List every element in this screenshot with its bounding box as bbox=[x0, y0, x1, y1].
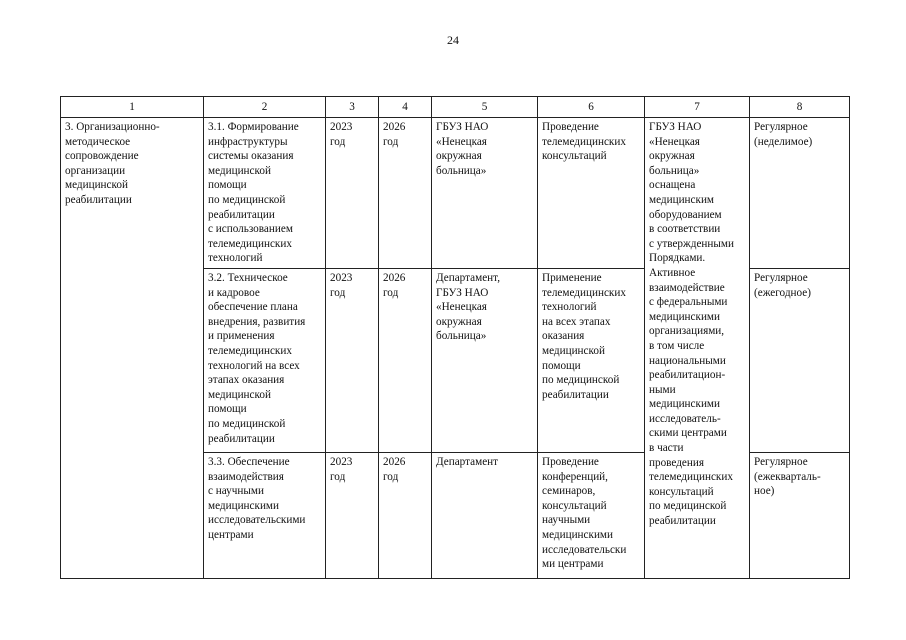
rehabilitation-plan-table bbox=[60, 96, 850, 579]
measure-cell: 3.1. Формирование инфраструктуры системы оказания медицинской помощи по медицинской реабилитации с использованием телемедицинских технологий bbox=[204, 118, 326, 269]
start-year-cell: 2023 год bbox=[326, 269, 379, 453]
start-year-cell: 2023 год bbox=[326, 118, 379, 269]
frequency-cell: Регулярное (ежекварталь- ное) bbox=[750, 453, 850, 579]
frequency-cell: Регулярное (ежегодное) bbox=[750, 269, 850, 453]
activity-cell: Проведение телемедицинских консультаций bbox=[538, 118, 645, 269]
responsible-cell: ГБУЗ НАО «Ненецкая окружная больница» bbox=[432, 118, 538, 269]
column-header-3: 3 bbox=[326, 97, 379, 118]
start-year-cell: 2023 год bbox=[326, 453, 379, 579]
activity-cell: Применение телемедицинских технологий на всех этапах оказания медицинской помощи по медицинской реабилитации bbox=[538, 269, 645, 453]
column-header-1: 1 bbox=[61, 97, 204, 118]
measure-cell: 3.2. Техническое и кадровое обеспечение плана внедрения, развития и применения телемедицинских технологий на всех этапах оказания медицинской помощи по медицинской реабилитации bbox=[204, 269, 326, 453]
column-header-6: 6 bbox=[538, 97, 645, 118]
activity-cell: Проведение конференций, семинаров, консультаций научными медицинскими исследовательски ми центрами bbox=[538, 453, 645, 579]
column-header-7: 7 bbox=[645, 97, 750, 118]
end-year-cell: 2026 год bbox=[379, 118, 432, 269]
section-title-cell: 3. Организационно- методическое сопровождение организации медицинской реабилитации bbox=[61, 118, 204, 579]
column-number-row bbox=[61, 97, 850, 118]
column-header-2: 2 bbox=[204, 97, 326, 118]
table-row bbox=[61, 118, 850, 269]
column-header-4: 4 bbox=[379, 97, 432, 118]
page-number: 24 bbox=[447, 33, 459, 47]
frequency-cell: Регулярное (неделимое) bbox=[750, 118, 850, 269]
responsible-cell: Департамент, ГБУЗ НАО «Ненецкая окружная больница» bbox=[432, 269, 538, 453]
column-header-5: 5 bbox=[432, 97, 538, 118]
result-cell: ГБУЗ НАО «Ненецкая окружная больница» оснащена медицинским оборудованием в соответствии с утвержденными Порядками. Активное взаимодействие с федеральными медицинскими организациями, в том числе национальными реабилитацион- ными медицинскими исследователь- скими центрами в части проведения телемедицинских консультаций по медицинской реабилитации bbox=[645, 118, 750, 579]
measure-cell: 3.3. Обеспечение взаимодействия с научными медицинскими исследовательскими центрами bbox=[204, 453, 326, 579]
end-year-cell: 2026 год bbox=[379, 453, 432, 579]
responsible-cell: Департамент bbox=[432, 453, 538, 579]
end-year-cell: 2026 год bbox=[379, 269, 432, 453]
column-header-8: 8 bbox=[750, 97, 850, 118]
